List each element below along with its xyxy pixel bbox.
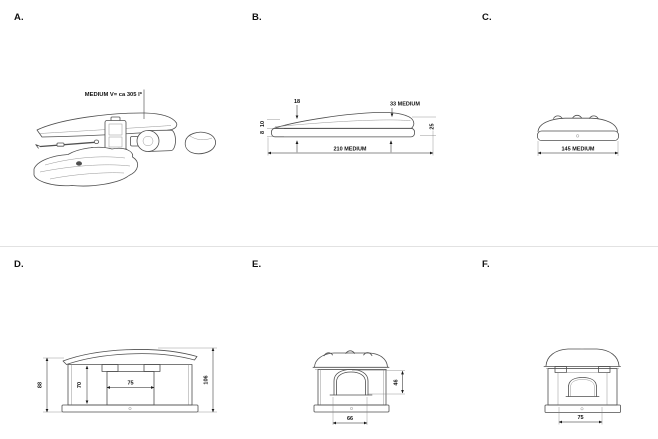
dimension-bottom-width: [559, 407, 602, 425]
panel-a-label: A.: [14, 12, 24, 23]
panel-f-rear-view-open: [470, 247, 658, 439]
closed-box-side-drawing: [272, 112, 415, 137]
open-tent-front-drawing: [313, 351, 389, 412]
dimension-inner-width: [107, 381, 154, 388]
base-center-mark: [581, 408, 583, 410]
panel-c-label: C.: [482, 12, 492, 23]
pillow-part: [185, 132, 215, 154]
panel-e-front-view-open: [240, 247, 470, 439]
dim-label-75: 75: [577, 415, 584, 421]
panel-d-label: D.: [14, 259, 24, 270]
cover-roll-part: [137, 130, 176, 151]
dimension-bottom-width: [538, 141, 618, 156]
panel-f-label: F.: [482, 259, 490, 270]
open-tent-rear-drawing: [544, 349, 621, 413]
panel-c-front-view-closed: [470, 0, 658, 247]
base-center-mark: [576, 135, 579, 138]
cover-detail-mark: [76, 161, 82, 165]
dim-label-70: 70: [77, 381, 83, 389]
closed-box-front-drawing: [537, 115, 618, 140]
dim-label-25: 25: [429, 123, 436, 130]
dimension-top-rear: [390, 102, 420, 117]
panel-d-side-view-open: [0, 247, 240, 439]
dim-label-66: 66: [346, 416, 354, 422]
dim-label-145-medium: 145 MEDIUM: [561, 146, 595, 153]
pole-part: [36, 140, 99, 148]
dimension-top-front: [294, 99, 300, 119]
panel-a-exploded-view: [0, 0, 240, 247]
dim-label-10: 10: [260, 120, 266, 128]
dim-label-106: 106: [203, 375, 210, 385]
panel-e-label: E.: [252, 259, 262, 270]
dim-label-210-medium: 210 MEDIUM: [333, 146, 367, 153]
dimension-left-height: [38, 358, 65, 412]
volume-annotation: MEDIUM V= ca 305 l*: [84, 92, 142, 98]
base-center-mark: [350, 407, 352, 409]
dimension-entrance-width: [333, 397, 367, 425]
base-center-mark: [129, 407, 131, 409]
dim-label-18: 18: [293, 99, 301, 105]
dimension-inner-height: [77, 366, 87, 404]
folded-cover-part: [34, 147, 138, 186]
dimension-bottom-length: [268, 131, 433, 156]
dim-label-88: 88: [37, 381, 44, 389]
dimension-right-height: [158, 348, 217, 412]
dim-label-33-medium: 33 MEDIUM: [390, 101, 420, 108]
dim-label-75: 75: [127, 380, 134, 387]
panel-b-side-view-closed: [240, 0, 470, 247]
dim-label-8: 8: [260, 130, 266, 135]
panel-b-label: B.: [252, 12, 262, 23]
dim-label-46: 46: [393, 379, 400, 386]
dimension-right-height: [412, 117, 436, 136]
